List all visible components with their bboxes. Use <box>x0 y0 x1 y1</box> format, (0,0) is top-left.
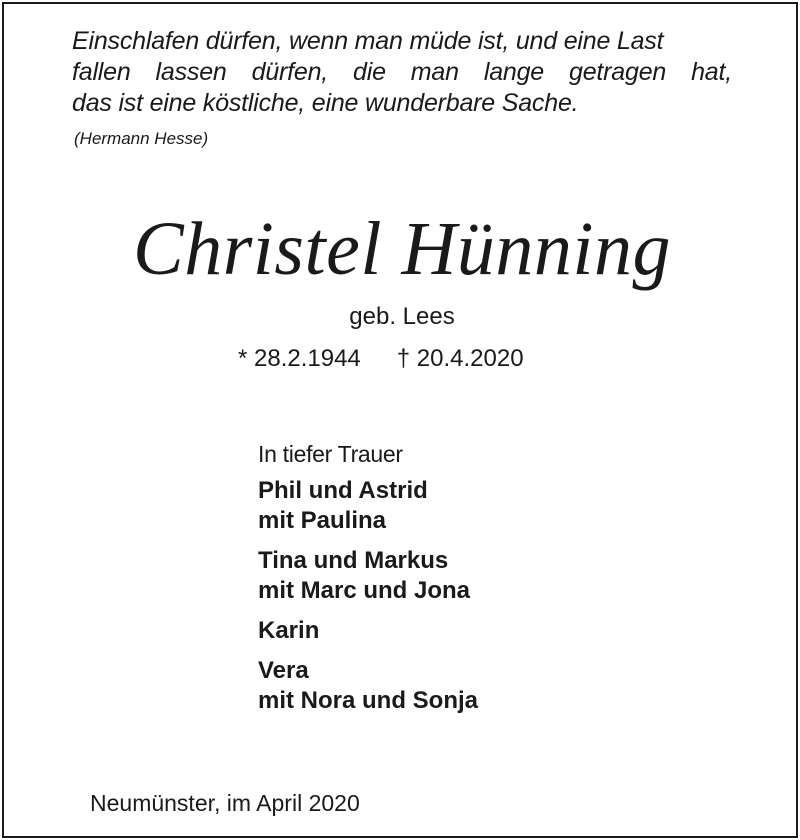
mourner-group <box>258 546 478 606</box>
mourning-intro: In tiefer Trauer <box>258 441 403 467</box>
mourner-group <box>258 656 478 716</box>
life-dates <box>238 344 524 374</box>
mourner-line: mit Paulina <box>258 507 387 534</box>
mourner-line: mit Nora und Sonja <box>258 687 479 714</box>
deceased-name: Christel Hünning <box>133 207 671 291</box>
obituary-notice <box>2 2 798 838</box>
mourner-line: Phil und Astrid <box>258 477 428 504</box>
quote-author: (Hermann Hesse) <box>74 129 209 148</box>
quote-line: fallen lassen dürfen, die man lange getragen hat, <box>72 58 732 86</box>
mourner-group <box>258 616 478 646</box>
mourner-line: Vera <box>258 657 309 684</box>
quote-line: Einschlafen dürfen, wenn man müde ist, und eine Last <box>72 27 664 55</box>
mourner-line: Karin <box>258 617 320 644</box>
quote-line: das ist eine köstliche, eine wunderbare Sache. <box>72 89 579 117</box>
mourner-group <box>258 476 478 536</box>
mourner-line: mit Marc und Jona <box>258 577 471 604</box>
maiden-name: geb. Lees <box>349 303 455 330</box>
mourner-line: Tina und Markus <box>258 547 449 574</box>
birth-date: * 28.2.1944 <box>238 345 361 372</box>
mourners-list <box>258 440 478 726</box>
place-date: Neumünster, im April 2020 <box>90 790 360 816</box>
quote <box>72 26 732 119</box>
death-date: † 20.4.2020 <box>396 345 524 372</box>
